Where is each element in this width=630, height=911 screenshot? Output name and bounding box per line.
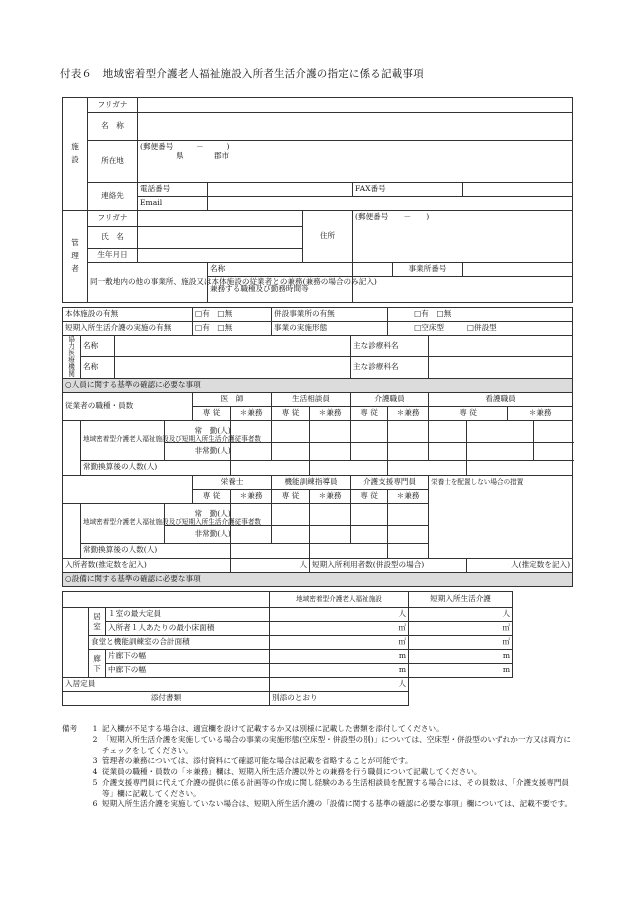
full-label: 専 従 — [351, 489, 388, 503]
cell[interactable] — [429, 420, 467, 442]
short-stay-checkbox[interactable]: □有 □無 — [193, 322, 272, 336]
job-care-worker: 介護職員 — [351, 392, 429, 406]
conc-label: ＊兼務 — [310, 406, 351, 420]
blank-cell — [409, 692, 573, 706]
medical-name-field-2[interactable] — [115, 357, 351, 378]
fte-care-worker[interactable] — [388, 460, 467, 475]
conc-label: ＊兼務 — [231, 406, 272, 420]
blank-cell — [513, 622, 573, 636]
facility-furigana-label: フリガナ — [88, 98, 138, 113]
staff-section-header: ○人員に関する基準の確認に必要な事項 — [63, 378, 573, 392]
facility-phone-field[interactable] — [208, 183, 353, 197]
middle-facility[interactable]: m — [270, 664, 409, 678]
spacer-cell — [63, 503, 81, 558]
note-number: 6 — [92, 799, 98, 809]
note-number: 2 — [92, 734, 98, 744]
conc-label: ＊兼務 — [388, 406, 429, 420]
full-label: 専 従 — [193, 489, 231, 503]
blank-cell — [513, 650, 573, 664]
dining-facility[interactable]: ㎡ — [270, 636, 409, 650]
manager-office-no-field[interactable] — [463, 263, 573, 277]
middle-label: 中廊下の幅 — [106, 664, 270, 678]
cell[interactable] — [231, 525, 272, 543]
facility-address-field[interactable] — [138, 141, 573, 183]
cell[interactable] — [534, 420, 573, 442]
attach-label: 添付書類 — [63, 692, 270, 706]
manager-name-field[interactable] — [138, 227, 303, 249]
implementation-form-label: 事業の実施形態 — [272, 322, 388, 336]
medical-section-label: 協 力 医 療 機 関 — [63, 336, 81, 379]
manager-address-label: 住所 — [303, 211, 353, 263]
job-functional-trainer: 機能訓練指導員 — [272, 475, 351, 489]
note-4: 従業員の職種・員数の「＊兼務」欄は、短期入所生活介護以外との兼務を行う職員について記載してください。 — [102, 767, 482, 777]
manager-concurrent-job-label: 兼務する職種及び勤務時間等 — [208, 277, 353, 303]
short-capacity-field[interactable]: 人(推定数を記入) — [467, 558, 573, 572]
blank-cell — [63, 475, 193, 503]
conc-label: ＊兼務 — [310, 489, 351, 503]
cell[interactable] — [351, 420, 388, 442]
job-nurse: 看護職員 — [429, 392, 573, 406]
full-time-text-2: 常 勤(人) — [193, 503, 231, 525]
medical-name-label-2: 名称 — [81, 357, 115, 378]
job-nutritionist: 栄養士 — [193, 475, 272, 489]
fte-label: 常勤換算後の人数(人) — [81, 460, 231, 475]
conc-label: ＊兼務 — [388, 489, 429, 503]
manager-dob-label: 生年月日 — [88, 249, 138, 263]
facility-phone-label: 電話番号 — [138, 183, 208, 197]
facility-furigana-field[interactable] — [138, 98, 573, 113]
conc-label: ＊兼務 — [231, 489, 272, 503]
facility-email-field[interactable] — [208, 197, 573, 211]
blank-cell — [63, 592, 270, 608]
main-facility-yes-checkbox[interactable]: □有 □無 — [193, 308, 272, 322]
middle-short[interactable]: m — [409, 664, 513, 678]
equip-section-header: ○設備に関する基準の確認に必要な事項 — [63, 572, 573, 586]
note-number: 5 — [92, 777, 98, 787]
fte-care-manager[interactable] — [388, 543, 467, 558]
notes-label: 備考 — [62, 724, 78, 733]
conc-label: ＊兼務 — [508, 406, 573, 420]
capacity-label: 入所者数(推定数を記入) — [63, 558, 231, 572]
manager-concurrent-name-label: 名称 — [208, 263, 353, 277]
note-3: 管理者の兼務については、添付資料にて確認可能な場合は記載を省略することが可能です。 — [102, 756, 413, 766]
fte-doctor[interactable] — [231, 460, 310, 475]
part-time-text: 非常勤(人) — [193, 442, 231, 460]
full-label: 専 従 — [272, 406, 310, 420]
facility-name-label: 名 称 — [88, 113, 138, 141]
medical-dept-label-2: 主な診療科名 — [351, 357, 429, 378]
cell[interactable] — [467, 442, 534, 460]
residents-label: 入居定員 — [63, 678, 270, 692]
blank-cell — [409, 678, 573, 692]
min-area-facility[interactable]: ㎡ — [270, 622, 409, 636]
job-counselor: 生活相談員 — [272, 392, 351, 406]
facility-pref-city: 県 郡市 — [176, 150, 230, 160]
fte-label-2: 常勤換算後の人数(人) — [81, 543, 231, 558]
full-label: 専 従 — [429, 406, 508, 420]
pad — [165, 525, 193, 543]
short-stay-label: 短期入所生活介護の実施の有無 — [63, 322, 193, 336]
medical-name-field-1[interactable] — [115, 336, 351, 357]
dining-short[interactable]: ㎡ — [409, 636, 513, 650]
cell[interactable] — [534, 442, 573, 460]
cell[interactable] — [351, 442, 388, 460]
manager-office-no-label: 事業所番号 — [393, 263, 463, 277]
short-capacity-label: 短期入所利用者数(併設型の場合) — [310, 558, 467, 572]
manager-concurrent-label: 同一敷地内の他の事業所、施設又は本体施設の従業者との兼務(兼務の場合のみ記入) — [88, 263, 208, 303]
cell[interactable] — [310, 420, 351, 442]
medical-dept-field-1[interactable] — [429, 336, 573, 357]
equip-col-short-stay: 短期入所生活介護 — [409, 592, 513, 608]
implementation-form-checkbox[interactable]: □空床型 □併設型 — [388, 322, 573, 336]
manager-section-label: 管 理 者 — [63, 211, 88, 303]
manager-furigana-label: フリガナ — [88, 211, 138, 227]
min-area-short[interactable]: ㎡ — [409, 622, 513, 636]
one-side-short[interactable]: m — [409, 650, 513, 664]
job-care-manager: 介護支援専門員 — [351, 475, 429, 489]
cell[interactable] — [231, 442, 272, 460]
cell[interactable] — [351, 525, 388, 543]
blank-cell — [513, 608, 573, 622]
note-number: 4 — [92, 767, 98, 777]
blank-cell — [63, 608, 89, 678]
medical-name-label-1: 名称 — [81, 336, 115, 357]
facility-staff-label: 地域密着型介護老人福祉施設及び短期入所生活介護従事者数 — [81, 420, 165, 460]
medical-dept-field-2[interactable] — [429, 357, 573, 378]
cell[interactable] — [310, 442, 351, 460]
full-label: 専 従 — [351, 406, 388, 420]
cell[interactable] — [351, 503, 388, 525]
blank-cell — [513, 592, 573, 608]
cell[interactable] — [310, 503, 351, 525]
nutrition-note[interactable]: 栄養士を配置しない場合の措置 — [429, 475, 573, 558]
note-6: 短期入所生活介護を実施していない場合は、短期入所生活介護の「設備に関する基準の確認に必要な事項」欄については、記載不要です。 — [102, 799, 573, 809]
fte-trainer[interactable] — [310, 543, 388, 558]
fte-counselor[interactable] — [310, 460, 388, 475]
equip-col-facility: 地域密着型介護老人福祉施設 — [270, 592, 409, 608]
min-area-label: 入所者１人あたりの最小床面積 — [106, 622, 270, 636]
cell[interactable] — [388, 525, 429, 543]
cell[interactable] — [388, 442, 429, 460]
fte-nutritionist[interactable] — [231, 543, 310, 558]
corridor-label: 廊 下 — [89, 650, 106, 678]
attach-value: 別添のとおり — [270, 692, 409, 706]
equipment-table — [62, 591, 573, 706]
cell[interactable] — [310, 525, 351, 543]
cell[interactable] — [272, 420, 310, 442]
main-facility-label: 本体施設の有無 — [63, 308, 193, 322]
note-1: 記入欄が不足する場合は、適宜欄を設けて記載するか又は別様に記載した書類を添付してください。 — [102, 724, 444, 733]
cell[interactable] — [388, 420, 429, 442]
manager-dob-field[interactable] — [138, 249, 303, 263]
note-2: 「短期入所生活介護を実施している場合の事業の実施形態(空床型・併設型の別)」については、空床型・併設型のいずれか一方又は両方にチェックをしてください。 — [102, 734, 571, 755]
facility-address-label: 所在地 — [88, 141, 138, 183]
cell[interactable] — [467, 420, 534, 442]
staff-row-label: 従業者の職種・員数 — [63, 392, 193, 420]
part-time-text-2: 非常勤(人) — [193, 525, 231, 543]
facility-name-field[interactable] — [138, 113, 573, 141]
manager-concurrent-job-field[interactable] — [353, 277, 573, 303]
part-time-pad — [165, 442, 193, 460]
fte-nurse[interactable] — [467, 460, 573, 475]
manager-address-field[interactable] — [353, 211, 573, 263]
facility-manager-table — [62, 97, 573, 303]
blank-cell — [513, 664, 573, 678]
one-side-facility[interactable]: m — [270, 650, 409, 664]
cell[interactable] — [272, 503, 310, 525]
facility-contact-label: 連絡先 — [88, 183, 138, 211]
manager-name-label: 氏 名 — [88, 227, 138, 249]
note-5: 介護支援専門員に代えて介護の提供に係る計画等の作成に関し経験のある生活相談員を配置する場合には、その員数は、「介護支援専門員等」欄に記載してください。 — [102, 777, 570, 798]
facility-fax-field[interactable] — [463, 183, 573, 197]
max-per-room-label: １室の最大定員 — [106, 608, 270, 622]
facility-postal: (郵便番号 － ) — [140, 142, 230, 151]
dining-label: 食堂と機能訓練室の合計面積 — [89, 636, 270, 650]
cell[interactable] — [388, 503, 429, 525]
medical-dept-label-1: 主な診療科名 — [351, 336, 429, 357]
page-title: 付表６ 地域密着型介護老人福祉施設入所者生活介護の指定に係る記載事項 — [60, 68, 424, 80]
manager-furigana-field[interactable] — [138, 211, 303, 227]
full-label: 専 従 — [272, 489, 310, 503]
max-per-room-facility[interactable]: 人 — [270, 608, 409, 622]
facility-email-label: Email — [138, 197, 208, 211]
job-doctor: 医 師 — [193, 392, 272, 406]
facility-staff-label-2: 地域密着型介護老人福祉施設及び短期入所生活介護従事者数 — [81, 503, 165, 543]
capacity-field[interactable]: 人 — [231, 558, 310, 572]
cell[interactable] — [272, 442, 310, 460]
cell[interactable] — [429, 442, 467, 460]
notes — [62, 724, 577, 810]
concurrent-office-checkbox[interactable]: □有 □無 — [388, 308, 573, 322]
one-side-label: 片廊下の幅 — [106, 650, 270, 664]
residents-field[interactable]: 人 — [270, 678, 409, 692]
room-label: 居 室 — [89, 608, 106, 636]
manager-postal: (郵便番号 － ) — [355, 212, 430, 221]
facility-fax-label: FAX番号 — [353, 183, 463, 197]
blank-cell — [513, 636, 573, 650]
manager-concurrent-name-field[interactable] — [353, 263, 393, 277]
cell[interactable] — [272, 525, 310, 543]
note-number: 1 — [92, 724, 98, 733]
max-per-room-short[interactable]: 人 — [409, 608, 513, 622]
note-number: 3 — [92, 756, 98, 766]
full-label: 専 従 — [193, 406, 231, 420]
full-time-text: 常 勤(人) — [193, 420, 231, 442]
staff-table — [62, 307, 573, 587]
concurrent-office-label: 併設事業所の有無 — [272, 308, 388, 322]
facility-section-label: 施 設 — [63, 98, 88, 211]
spacer-cell — [63, 420, 81, 475]
